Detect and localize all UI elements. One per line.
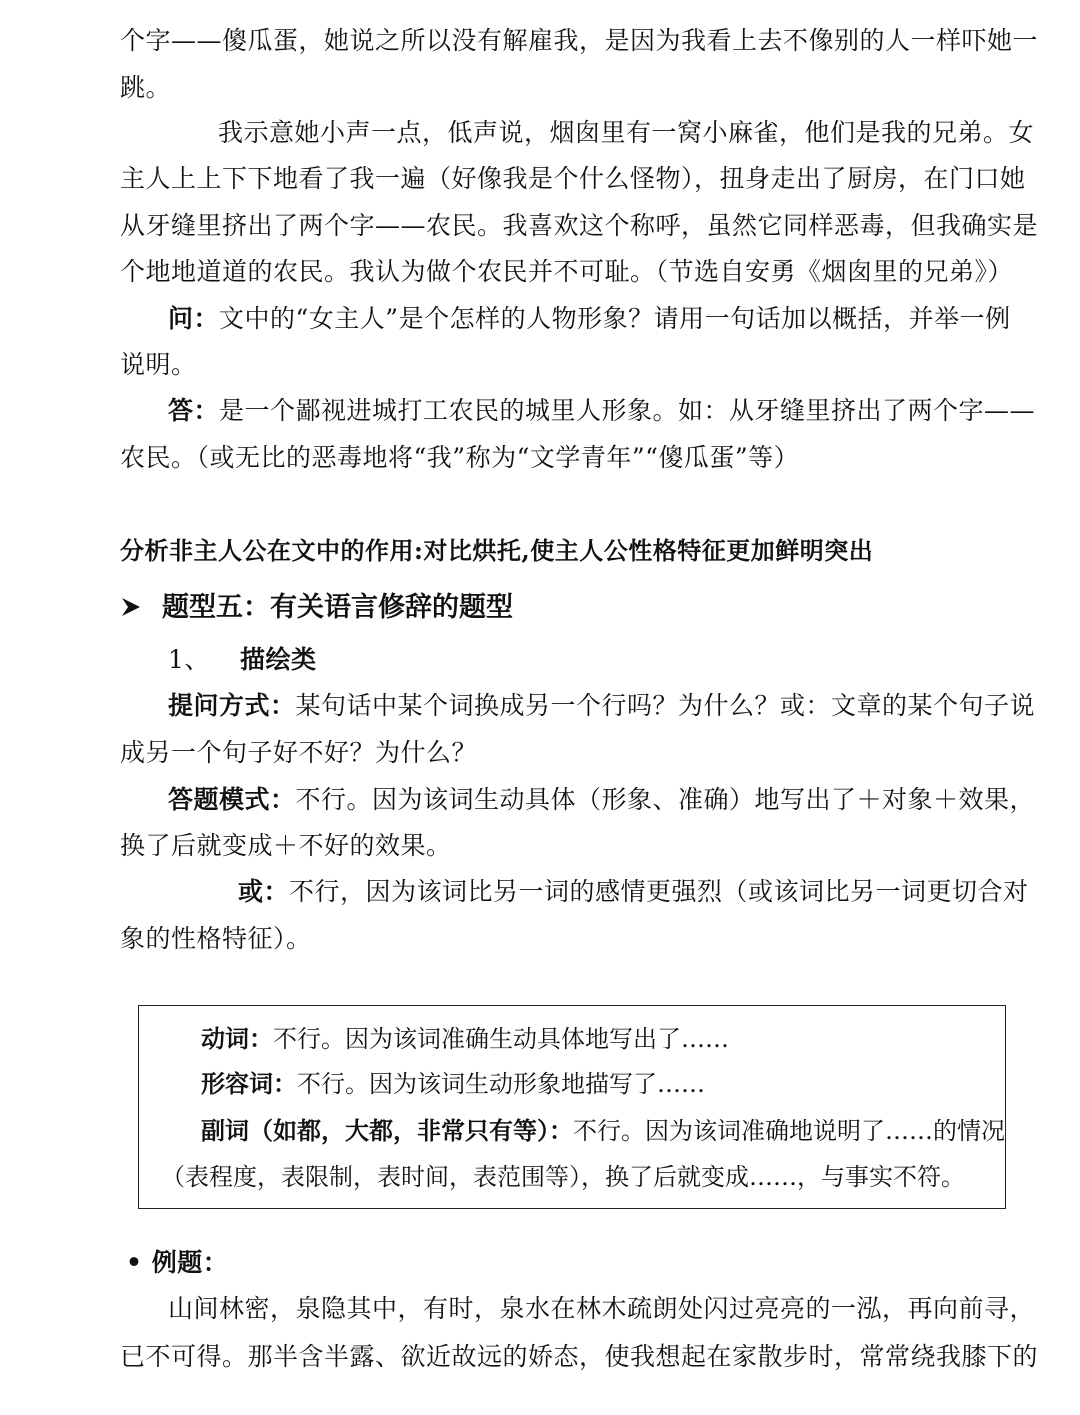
- section-title: 题型五：有关语言修辞的题型: [162, 592, 513, 623]
- example-heading: [126, 1248, 986, 1278]
- arrow-bullet-icon: [120, 596, 142, 618]
- or-line-1: [238, 877, 1029, 907]
- answer-label: 答：: [168, 396, 220, 425]
- box-adj-line: [201, 1069, 705, 1099]
- box-verb-text: 不行。因为该词准确生动具体地写出了……: [273, 1025, 729, 1053]
- answer-line-1: [168, 396, 1036, 426]
- analysis-line: 分析非主人公在文中的作用:对比烘托,使主人公性格特征更加鲜明突出: [120, 536, 874, 565]
- box-verb-line: [201, 1024, 729, 1054]
- excerpt-line-3: 我示意她小声一点，低声说，烟囱里有一窝小麻雀，他们是我的兄弟。女: [218, 118, 1035, 147]
- question-line-2: 说明。: [120, 350, 197, 379]
- subsection-title: 描绘类: [240, 645, 317, 674]
- model-line-1: [168, 785, 1036, 815]
- answer-text-1: 是一个鄙视进城打工农民的城里人形象。如：从牙缝里挤出了两个字——: [219, 396, 1036, 425]
- example-line-2: 已不可得。那半含半露、欲近故远的娇态，使我想起在家散步时，常常绕我膝下的: [120, 1342, 1039, 1371]
- summary-box: [138, 1005, 1006, 1209]
- box-adj-text: 不行。因为该词生动形象地描写了……: [297, 1070, 705, 1098]
- excerpt-line-1: 个字——傻瓜蛋，她说之所以没有解雇我，是因为我看上去不像别的人一样吓她一: [120, 26, 1039, 55]
- box-adj-label: 形容词：: [201, 1069, 297, 1098]
- box-adv-line-2: （表程度，表限制，表时间，表范围等），换了后就变成……，与事实不符。: [161, 1163, 965, 1191]
- box-adv-text: 不行。因为该词准确地说明了……的情况: [573, 1117, 1005, 1145]
- subsection-number: 1、: [168, 645, 210, 674]
- or-line-2: 象的性格特征）。: [120, 924, 312, 953]
- model-label: 答题模式：: [168, 785, 296, 814]
- ask-text-1: 某句话中某个词换成另一个行吗？为什么？或：文章的某个句子说: [295, 691, 1036, 720]
- box-verb-label: 动词：: [201, 1024, 273, 1053]
- ask-line-2: 成另一个句子好不好？为什么？: [120, 738, 478, 767]
- example-line-1: 山间林密，泉隐其中，有时，泉水在林木疏朗处闪过亮亮的一泓，再向前寻，: [168, 1294, 1036, 1323]
- answer-line-2: 农民。（或无比的恶毒地将“我”称为“文学青年”“傻瓜蛋”等）: [120, 443, 800, 472]
- excerpt-line-5: 从牙缝里挤出了两个字——农民。我喜欢这个称呼，虽然它同样恶毒，但我确实是: [120, 211, 1039, 240]
- model-line-2: 换了后就变成＋不好的效果。: [120, 831, 452, 860]
- excerpt-line-6: 个地地道道的农民。我认为做个农民并不可耻。（节选自安勇《烟囱里的兄弟》）: [120, 257, 1014, 286]
- or-text-1: 不行，因为该词比另一词的感情更强烈（或该词比另一词更切合对: [289, 877, 1029, 906]
- example-label: 例题：: [151, 1248, 229, 1277]
- box-adv-line: [201, 1116, 1005, 1146]
- excerpt-line-2: 跳。: [120, 73, 172, 102]
- or-label: 或：: [238, 877, 290, 906]
- example-bullet: •: [126, 1248, 143, 1277]
- question-label: 问：: [168, 304, 220, 333]
- box-adv-label: 副词（如都，大都，非常只有等）：: [201, 1116, 573, 1145]
- excerpt-line-4: 主人上上下下地看了我一遍（好像我是个什么怪物），扭身走出了厨房，在门口她: [120, 164, 1026, 193]
- subsection-heading: [168, 645, 1028, 675]
- ask-label: 提问方式：: [168, 691, 296, 720]
- question-text-1: 文中的“女主人”是个怎样的人物形象？请用一句话加以概括，并举一例: [219, 304, 1011, 333]
- model-text-1: 不行。因为该词生动具体（形象、准确）地写出了＋对象＋效果，: [295, 785, 1036, 814]
- question-line-1: [168, 304, 1011, 334]
- section-heading: [120, 592, 513, 624]
- ask-line-1: [168, 691, 1036, 721]
